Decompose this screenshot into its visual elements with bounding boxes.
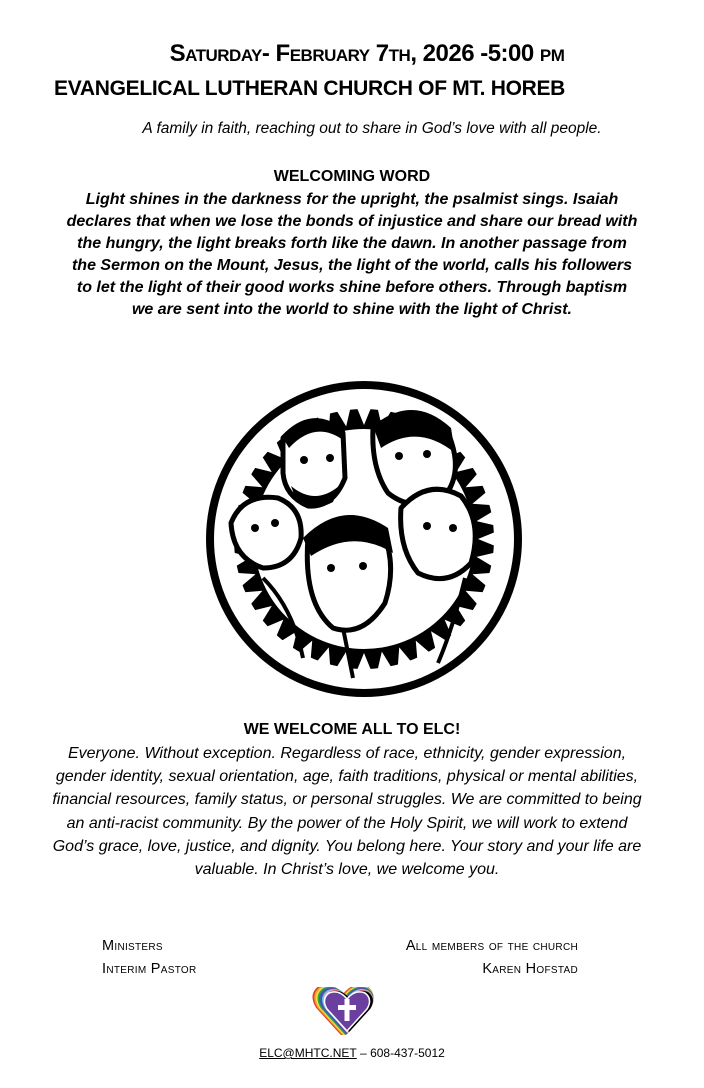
- tagline: A family in faith, reaching out to share in God’s love with all people.: [142, 120, 602, 137]
- rainbow-heart-cross-icon: [307, 987, 387, 1035]
- service-date: Saturday- February 7th, 2026 -5:00 pm: [169, 40, 565, 67]
- ministers-value: All members of the church: [405, 938, 578, 954]
- five-faces-medallion-icon: [203, 378, 525, 700]
- pastor-label: Interim Pastor: [102, 961, 197, 977]
- pastor-name: Karen Hofstad: [482, 961, 578, 977]
- welcome-text: Everyone. Without exception. Regardless of race, ethnicity, gender expression, gender identity, sexual orientation, age, faith traditions, physical or mental abilities, financial resources, family status, or personal struggles. We are committed to being an anti-racist community. By the power of the Holy Spirit, we will work to extend God’s grace, love, justice, and dignity. You belong here. Your story and your life are valuable. In Christ’s love, we welcome you.: [52, 745, 642, 879]
- church-name: EVANGELICAL LUTHERAN CHURCH OF MT. HOREB: [54, 77, 566, 100]
- contact-line: [0, 1046, 704, 1060]
- ministers-label: Ministers: [102, 938, 163, 954]
- welcoming-word-heading: WELCOMING WORD: [273, 168, 431, 185]
- contact-separator: –: [356, 1046, 371, 1060]
- email-link[interactable]: ELC@MHTC.NET: [259, 1046, 357, 1060]
- phone-number: 608-437-5012: [370, 1046, 445, 1060]
- welcome-heading: WE WELCOME ALL TO ELC!: [243, 721, 461, 738]
- welcoming-word-text: Light shines in the darkness for the upright, the psalmist sings. Isaiah declares that when we lose the bonds of injustice and share our bread with the hungry, the light breaks forth like the dawn. In another passage from the Sermon on the Mount, Jesus, the light of the world, calls his followers to let the light of their good works shine before others. Through baptism we are sent into the world to shine with the light of Christ.: [66, 191, 638, 318]
